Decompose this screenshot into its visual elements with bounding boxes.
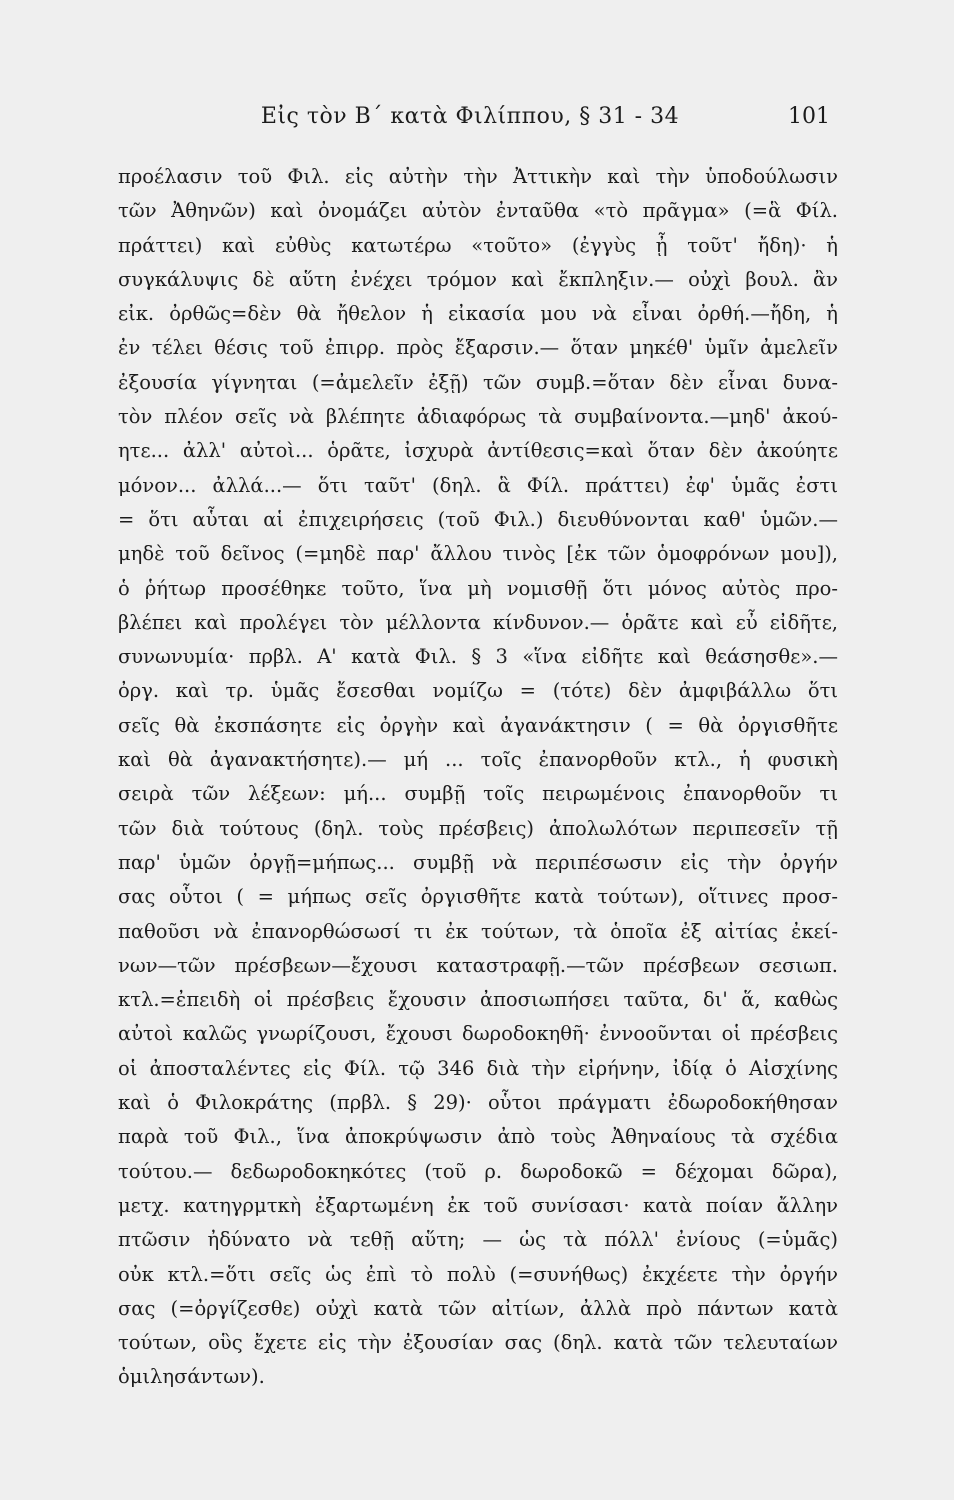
text-line: τῶν διὰ τούτους (δηλ. τοὺς πρέσβεις) ἀπολωλότων περιπεσεῖν τῇ [118, 816, 838, 840]
text-line: οἱ ἀποσταλέντες εἰς Φίλ. τῷ 346 διὰ τὴν εἰρήνην, ἰδίᾳ ὁ Αἰσχίνης [118, 1056, 838, 1080]
text-line: σας (=ὀργίζεσθε) οὐχὶ κατὰ τῶν αἰτίων, ἀλλὰ πρὸ πάντων κατὰ [118, 1296, 838, 1320]
text-line: ὁμιλησάντων). [118, 1365, 265, 1389]
text-line: νων—τῶν πρέσβεων—ἔχουσι καταστραφῇ.—τῶν πρέσβεων σεσιωπ. [118, 953, 838, 977]
text-line: προέλασιν τοῦ Φιλ. εἰς αὐτὴν τὴν Ἀττικὴν καὶ τὴν ὑποδούλωσιν [118, 165, 838, 188]
text-line: ἐξουσία γίγνηται (=ἀμελεῖν ἐξῇ) τῶν συμβ.=ὅταν δὲν εἶναι δυνα- [118, 370, 838, 394]
text-line: σεῖς θὰ ἐκσπάσητε εἰς ὀργὴν καὶ ἀγανάκτησιν ( = θὰ ὀργισθῆτε [118, 713, 838, 737]
text-line: τούτων, οὓς ἔχετε εἰς τὴν ἐξουσίαν σας (δηλ. κατὰ τῶν τελευταίων [118, 1331, 838, 1355]
text-line: μηδὲ τοῦ δεῖνος (=μηδὲ παρ' ἄλλου τινὸς [ἐκ τῶν ὁμοφρόνων μου]), [118, 542, 838, 566]
text-line: = ὅτι αὗται αἱ ἐπιχειρήσεις (τοῦ Φιλ.) διευθύνονται καθ' ὑμῶν.— [118, 507, 838, 531]
text-line: τὸν πλέον σεῖς νὰ βλέπητε ἀδιαφόρως τὰ συμβαίνοντα.—μηδ' ἀκού- [118, 405, 838, 429]
page-number: 101 [788, 104, 830, 129]
running-head [0, 100, 954, 134]
text-line: συγκάλυψις δὲ αὕτη ἐνέχει τρόμον καὶ ἔκπληξιν.— οὐχὶ βουλ. ἂν [118, 267, 838, 291]
text-line: παρ' ὑμῶν ὀργῇ=μήπως... συμβῇ νὰ περιπέσωσιν εἰς τὴν ὀργήν [118, 850, 838, 874]
text-line: πτῶσιν ἠδύνατο νὰ τεθῇ αὕτη; — ὡς τὰ πόλλ' ἐνίους (=ὑμᾶς) [118, 1228, 838, 1252]
text-line: οὐκ κτλ.=ὅτι σεῖς ὡς ἐπὶ τὸ πολὺ (=συνήθως) ἐκχέετε τὴν ὀργήν [118, 1262, 838, 1286]
text-line: εἰκ. ὀρθῶς=δὲν θὰ ἤθελον ἡ εἰκασία μου νὰ εἶναι ὀρθή.—ἤδη, ἡ [118, 302, 838, 326]
text-line: σας οὗτοι ( = μήπως σεῖς ὀργισθῆτε κατὰ τούτων), οἵτινες προσ- [118, 885, 838, 909]
text-line: μόνον... ἀλλά...— ὅτι ταῦτ' (δηλ. ἃ Φίλ. πράττει) ἐφ' ὑμᾶς ἐστι [118, 473, 838, 497]
text-line: ητε... ἀλλ' αὐτοὶ... ὁρᾶτε, ἰσχυρὰ ἀντίθεσις=καὶ ὅταν δὲν ἀκούητε [118, 439, 838, 463]
text-line: ὁ ῥήτωρ προσέθηκε τοῦτο, ἵνα μὴ νομισθῇ ὅτι μόνος αὐτὸς προ- [118, 576, 838, 600]
text-line: τῶν Ἀθηνῶν) καὶ ὀνομάζει αὐτὸν ἐνταῦθα «τὸ πρᾶγμα» (=ἃ Φίλ. [118, 199, 838, 223]
text-line: καὶ ὁ Φιλοκράτης (πρβλ. § 29)· οὗτοι πράγματι ἐδωροδοκήθησαν [118, 1091, 838, 1115]
text-line: αὐτοὶ καλῶς γνωρίζουσι, ἔχουσι δωροδοκηθῆ· ἐννοοῦνται οἱ πρέσβεις [118, 1022, 838, 1046]
text-line: σειρὰ τῶν λέξεων: μή... συμβῇ τοῖς πειρωμένοις ἐπανορθοῦν τι [118, 782, 838, 806]
text-line: ἐν τέλει θέσις τοῦ ἐπιρρ. πρὸς ἔξαρσιν.— ὅταν μηκέθ' ὑμῖν ἀμελεῖν [118, 336, 838, 360]
text-line: τούτου.— δεδωροδοκηκότες (τοῦ ρ. δωροδοκῶ = δέχομαι δῶρα), [118, 1159, 838, 1183]
text-line: παθοῦσι νὰ ἐπανορθώσωσί τι ἐκ τούτων, τὰ ὁποῖα ἐξ αἰτίας ἐκεί- [118, 919, 838, 943]
text-line: πράττει) καὶ εὐθὺς κατωτέρω «τοῦτο» (ἐγγὺς ᾖ τοῦτ' ἤδη)· ἡ [118, 233, 838, 257]
commentary-body [118, 160, 838, 1395]
text-line: ὀργ. καὶ τρ. ὑμᾶς ἔσεσθαι νομίζω = (τότε) δὲν ἀμφιβάλλω ὅτι [118, 679, 838, 703]
text-line: καὶ θὰ ἀγανακτήσητε).— μή ... τοῖς ἐπανορθοῦν κτλ., ἡ φυσικὴ [118, 748, 838, 772]
text-line: κτλ.=ἐπειδὴ οἱ πρέσβεις ἔχουσιν ἀποσιωπήσει ταῦτα, δι' ἅ, καθὼς [118, 988, 838, 1012]
text-line: μετχ. κατηγρμτκὴ ἐξαρτωμένη ἐκ τοῦ συνίσασι· κατὰ ποίαν ἄλλην [118, 1193, 838, 1217]
text-line: βλέπει καὶ προλέγει τὸν μέλλοντα κίνδυνον.— ὁρᾶτε καὶ εὖ εἰδῆτε, [118, 610, 838, 634]
text-line: παρὰ τοῦ Φιλ., ἵνα ἀποκρύψωσιν ἀπὸ τοὺς Ἀθηναίους τὰ σχέδια [118, 1125, 838, 1149]
running-title: Εἰς τὸν Β΄ κατὰ Φιλίππου, § 31 - 34 [260, 104, 680, 129]
text-line: συνωνυμία· πρβλ. Α' κατὰ Φιλ. § 3 «ἵνα εἰδῆτε καὶ θεάσησθε».— [118, 645, 838, 669]
